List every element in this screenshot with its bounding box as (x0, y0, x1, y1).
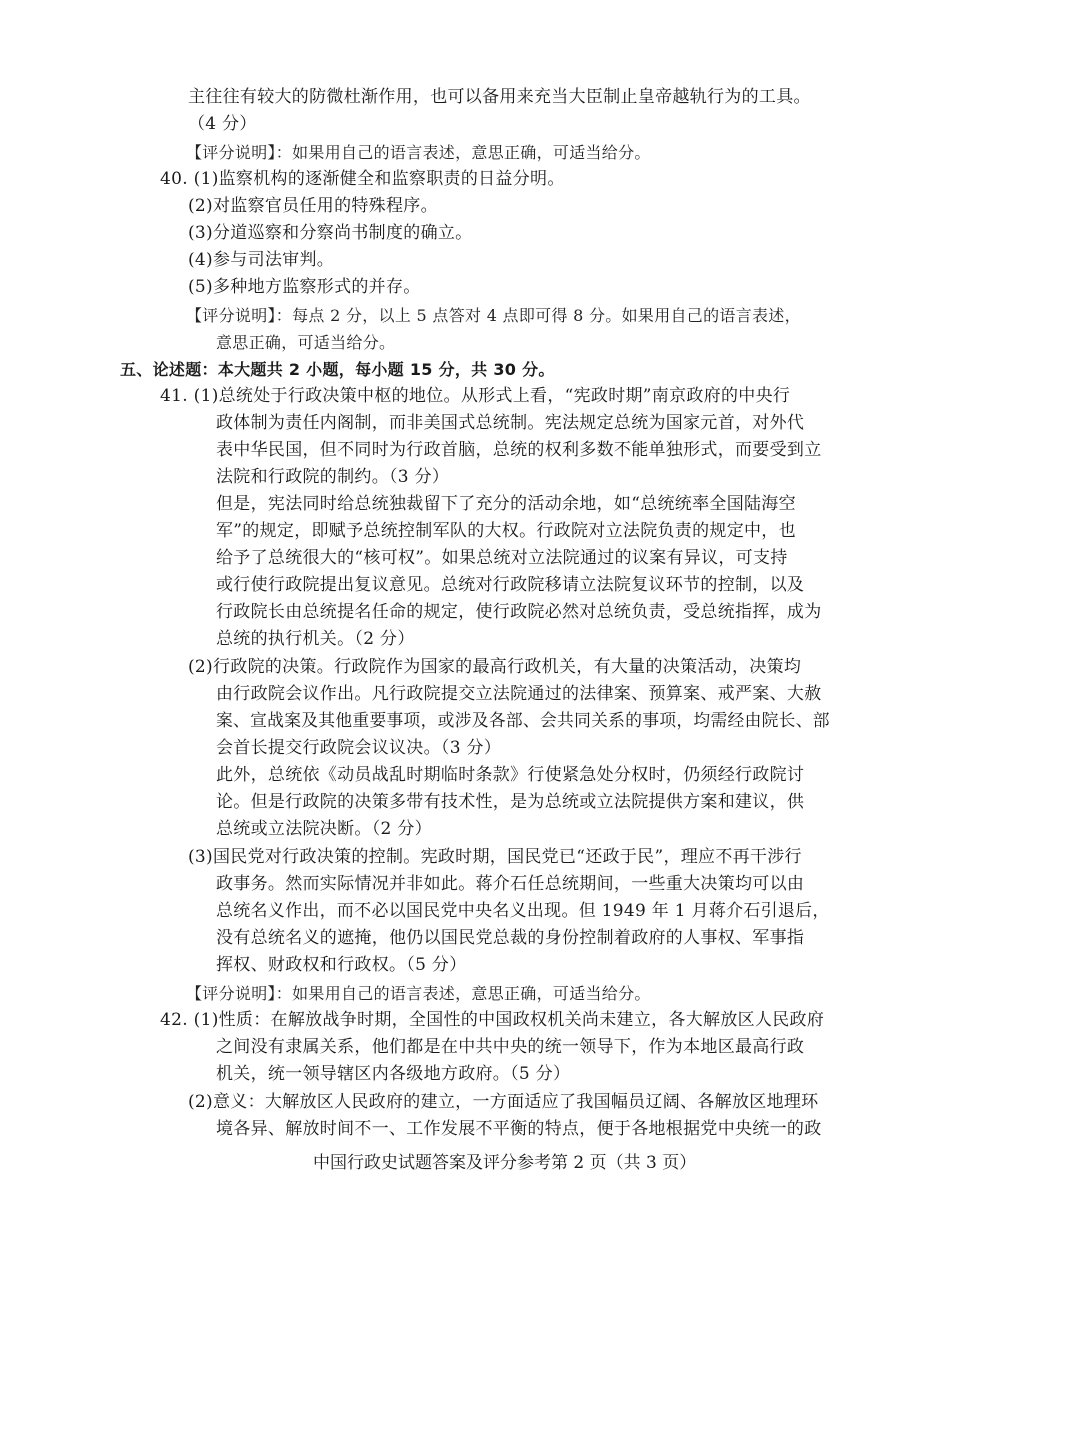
q41-line-10: 总统的执行机关。（2 分） (216, 629, 415, 649)
q41-line-16: 论。但是行政院的决策多带有技术性，是为总统或立法院提供方案和建议，供 (216, 792, 805, 812)
q40-scoring-note-line-1: 【评分说明】：每点 2 分，以上 5 点答对 4 点即可得 8 分。如果用自己的语言表述， (186, 306, 801, 325)
q41-line-2: 政体制为责任内阁制，而非美国式总统制。宪法规定总统为国家元首，对外代 (216, 413, 805, 433)
q40-item-2: (2)对监察官员任用的特殊程序。 (188, 196, 438, 216)
q41-line-9: 行政院长由总统提名任命的规定，使行政院必然对总统负责，受总统指挥，成为 (216, 602, 822, 622)
q41-line-18: (3)国民党对行政决策的控制。宪政时期，国民党已“还政于民”，理应不再干涉行 (188, 847, 802, 867)
q41-line-6: 军”的规定，即赋予总统控制军队的大权。行政院对立法院负责的规定中，也 (216, 521, 796, 541)
intro-scoring-note: 【评分说明】：如果用自己的语言表述，意思正确，可适当给分。 (186, 143, 651, 162)
q41-scoring-note: 【评分说明】：如果用自己的语言表述，意思正确，可适当给分。 (186, 984, 651, 1003)
q41-line-8: 或行使行政院提出复议意见。总统对行政院移请立法院复议环节的控制，以及 (216, 575, 805, 595)
q41-line-21: 没有总统名义的遮掩，他仍以国民党总裁的身份控制着政府的人事权、军事指 (216, 928, 805, 948)
q41-line-7: 给予了总统很大的“核可权”。如果总统对立法院通过的议案有异议，可支持 (216, 548, 788, 568)
q41-line-22: 挥权、财政权和行政权。（5 分） (216, 955, 467, 975)
q41-line-14: 会首长提交行政院会议议决。（3 分） (216, 738, 502, 758)
q41-line-13: 案、宣战案及其他重要事项，或涉及各部、会共同关系的事项，均需经由院长、部 (216, 711, 830, 731)
q40-item-5: (5)多种地方监察形式的并存。 (188, 277, 421, 297)
q41-line-20: 总统名义作出，而不必以国民党中央名义出现。但 1949 年 1 月蒋介石引退后， (216, 901, 830, 921)
q41-line-19: 政事务。然而实际情况并非如此。蒋介石任总统期间，一些重大决策均可以由 (216, 874, 805, 894)
q42-line-3: 机关，统一领导辖区内各级地方政府。（5 分） (216, 1064, 571, 1084)
q42-line-4: (2)意义：大解放区人民政府的建立，一方面适应了我国幅员辽阔、各解放区地理环 (188, 1092, 819, 1112)
q41-line-17: 总统或立法院决断。（2 分） (216, 819, 432, 839)
page-footer: 中国行政史试题答案及评分参考第 2 页（共 3 页） (313, 1153, 697, 1173)
q41-line-12: 由行政院会议作出。凡行政院提交立法院通过的法律案、预算案、戒严案、大赦 (216, 684, 822, 704)
intro-line-2: （4 分） (188, 114, 257, 134)
q41-line-4: 法院和行政院的制约。（3 分） (216, 467, 450, 487)
q41-line-11: (2)行政院的决策。行政院作为国家的最高行政机关，有大量的决策活动，决策均 (188, 657, 802, 677)
q42-line-5: 境各异、解放时间不一、工作发展不平衡的特点，便于各地根据党中央统一的政 (216, 1119, 822, 1139)
q41-line-15: 此外，总统依《动员战乱时期临时条款》行使紧急处分权时，仍须经行政院讨 (216, 765, 805, 785)
q41-line-3: 表中华民国，但不同时为行政首脑，总统的权利多数不能单独形式，而要受到立 (216, 440, 822, 460)
q40-item-1: 40. (1)监察机构的逐渐健全和监察职责的日益分明。 (160, 169, 565, 189)
intro-line-1: 主往往有较大的防微杜渐作用，也可以备用来充当大臣制止皇帝越轨行为的工具。 (188, 87, 811, 107)
q41-line-1: 41. (1)总统处于行政决策中枢的地位。从形式上看，“宪政时期”南京政府的中央行 (160, 386, 791, 406)
q42-line-1: 42. (1)性质：在解放战争时期，全国性的中国政权机关尚未建立，各大解放区人民政府 (160, 1010, 825, 1030)
q41-line-5: 但是，宪法同时给总统独裁留下了充分的活动余地，如“总统统率全国陆海空 (216, 494, 796, 514)
q40-item-3: (3)分道巡察和分察尚书制度的确立。 (188, 223, 473, 243)
q42-line-2: 之间没有隶属关系，他们都是在中共中央的统一领导下，作为本地区最高行政 (216, 1037, 805, 1057)
section-5-heading: 五、论述题：本大题共 2 小题，每小题 15 分，共 30 分。 (120, 360, 555, 379)
q40-item-4: (4)参与司法审判。 (188, 250, 335, 270)
q40-scoring-note-line-2: 意思正确，可适当给分。 (216, 333, 396, 352)
